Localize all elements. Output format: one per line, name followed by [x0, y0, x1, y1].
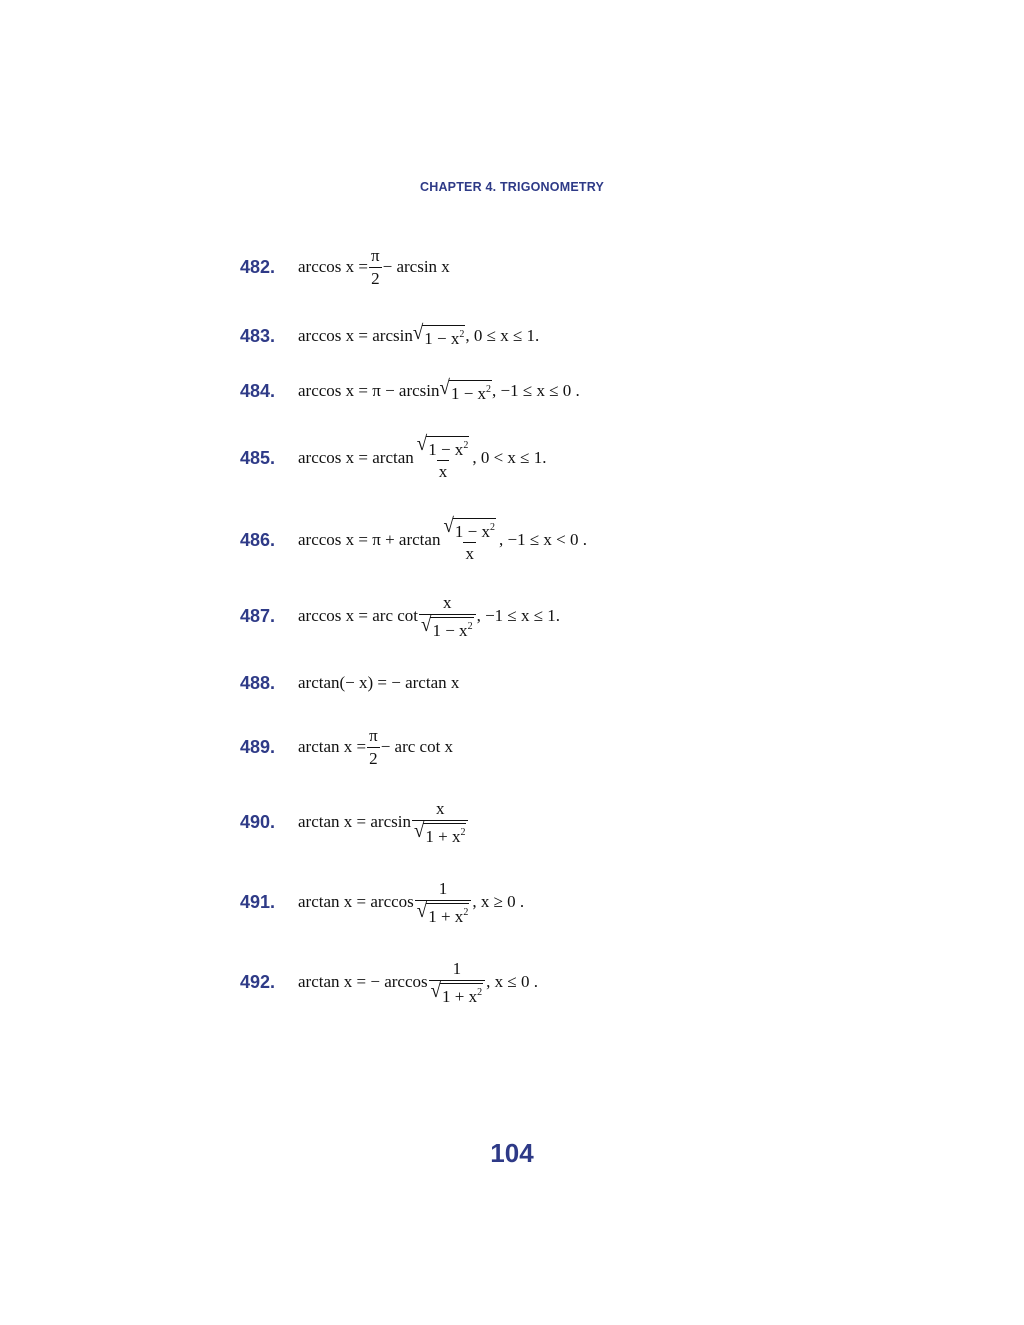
formula-rest: − arcsin x	[382, 257, 450, 276]
formula-lhs: arccos x = π + arctan	[298, 530, 441, 549]
formula-condition: , x ≥ 0 .	[472, 892, 525, 911]
formula-number: 489.	[240, 737, 276, 757]
formula-number: 482.	[240, 257, 276, 277]
formula-expression	[298, 510, 587, 570]
formula-expression	[298, 306, 539, 366]
formula-number: 483.	[240, 326, 276, 346]
radical-sign-icon: √	[443, 514, 454, 538]
formula-expression	[298, 428, 546, 488]
fraction	[412, 800, 469, 845]
formula-lhs: arctan x = arcsin	[298, 812, 411, 831]
formula-condition: , x ≤ 0 .	[486, 972, 538, 991]
fraction-denominator: √ $1 + x^2$	[429, 980, 486, 1005]
formula-492	[0, 958, 1024, 1032]
radical-sign-icon: √	[412, 321, 424, 345]
fraction	[369, 247, 382, 288]
formula-485	[0, 432, 1024, 508]
formula-condition: , −1 ≤ x ≤ 0 .	[492, 381, 580, 400]
formula-expression	[298, 361, 580, 421]
fraction	[367, 727, 380, 768]
formula-number: 490.	[240, 812, 276, 832]
fraction-denominator: √ $1 + x^2$	[412, 820, 469, 845]
fraction-numerator: π	[371, 245, 380, 265]
fraction-denominator: 2	[369, 748, 378, 768]
formula-number: 485.	[240, 448, 276, 468]
formula-lhs: arccos x = π − arcsin	[298, 381, 440, 400]
fraction-numerator: x	[435, 798, 445, 818]
radical-sign-icon: √	[430, 979, 442, 1003]
formula-number: 484.	[240, 381, 276, 401]
formula-lhs: arccos x =	[298, 257, 369, 276]
fraction	[419, 594, 476, 639]
fraction-denominator: x	[465, 543, 474, 563]
formula-expression	[298, 237, 450, 297]
formula-expression	[298, 586, 560, 646]
radicand: $1 - x^2$	[449, 380, 492, 402]
formula-condition: , 0 < x ≤ 1.	[472, 448, 547, 467]
radical-sign-icon: √	[416, 432, 428, 456]
fraction-denominator: √ $1 - x^2$	[419, 614, 476, 639]
formula-expression	[298, 653, 459, 713]
formula-486	[0, 514, 1024, 590]
radicand: $1 - x^2$	[422, 325, 465, 347]
fraction-numerator: √ $1 - x^2$	[416, 432, 469, 459]
formula-number: 487.	[240, 606, 276, 626]
formula-lhs: arccos x = arctan	[298, 448, 414, 467]
formula-number: 486.	[240, 530, 276, 550]
chapter-header: CHAPTER 4. TRIGONOMETRY	[419, 180, 604, 194]
formula-expression	[298, 952, 538, 1012]
formula-condition: , 0 ≤ x ≤ 1.	[465, 326, 540, 345]
formula-expression	[298, 872, 524, 932]
fraction	[415, 880, 472, 925]
formula-condition: , −1 ≤ x ≤ 1.	[476, 606, 561, 625]
fraction-numerator: π	[369, 725, 378, 745]
formula-489	[0, 725, 1024, 797]
formula-lhs: arctan x =	[298, 737, 367, 756]
fraction-numerator: x	[443, 592, 452, 612]
formula-rest: − arc cot x	[380, 737, 454, 756]
formula-condition: , −1 ≤ x < 0 .	[498, 530, 587, 549]
formula-lhs: arccos x = arcsin	[298, 326, 413, 345]
fraction-numerator: 1	[438, 878, 448, 898]
fraction	[441, 514, 498, 563]
fraction-numerator: √ $1 - x^2$	[443, 514, 495, 541]
radical-sign-icon: √	[413, 819, 425, 843]
formula-490	[0, 798, 1024, 872]
formula-expression	[298, 792, 469, 852]
fraction-denominator: x	[438, 461, 448, 481]
fraction-denominator: 2	[371, 268, 380, 288]
fraction-numerator: 1	[452, 958, 462, 978]
radical-sign-icon: √	[439, 376, 450, 400]
fraction	[415, 432, 472, 481]
formula-number: 491.	[240, 892, 276, 912]
formula-number: 488.	[240, 673, 276, 693]
formula-lhs: arccos x = arc cot	[298, 606, 419, 625]
formula-expression	[298, 717, 453, 777]
formula-text: arctan(− x) = − arctan x	[298, 673, 460, 692]
formula-lhs: arctan x = arccos	[298, 892, 414, 911]
formula-number: 492.	[240, 972, 276, 992]
formula-487	[0, 592, 1024, 666]
formula-488	[0, 673, 1024, 733]
radical-sign-icon: √	[421, 613, 432, 637]
formula-491	[0, 878, 1024, 952]
square-root	[439, 376, 493, 403]
radical-sign-icon: √	[416, 899, 428, 923]
page-number: 104	[490, 1138, 534, 1168]
formula-lhs: arctan x = − arccos	[298, 972, 428, 991]
fraction-denominator: √ $1 + x^2$	[415, 900, 472, 925]
square-root	[412, 321, 466, 348]
fraction	[429, 960, 486, 1005]
